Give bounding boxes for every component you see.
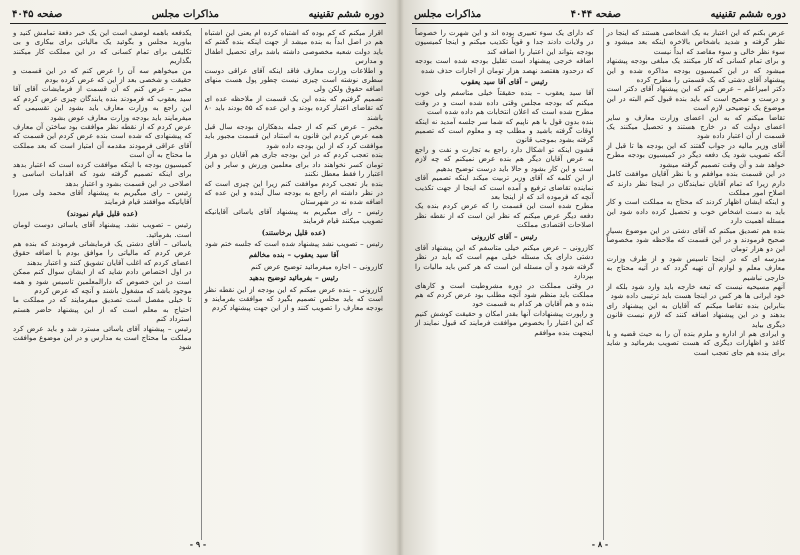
paragraph: (عده قلیل قیام نمودند) bbox=[66, 208, 138, 218]
paragraph: آنهم مسیحیه نیست که تبعه خارجه باید وارد شود بلکه از خود ایرانی ها هر کس در اینجا هست باید ترتیبی داده شود bbox=[606, 281, 785, 301]
paragraph: کازرونی – اجازه میفرمائید توضیح عرض کنم bbox=[250, 261, 383, 271]
paragraph: رئیس – تصویب نشد پیشنهاد شده است که جلسه ختم شود bbox=[205, 238, 383, 248]
paragraph: آقای وزیر مالیه در جواب گفتند که این بودجه ها تا قبل از آنکه تصویب شود یک دفعه دیگر در کمیسیون بودجه مطرح خواهد شد و آن وقت تصمیم گرفته میشود bbox=[606, 140, 785, 169]
left-page-session: دوره ششم تقنینیه bbox=[308, 8, 384, 20]
paragraph: کازرونی – عرض میکنم خیلی متاسفم که این پیشنهاد آقای دشتی دارای یک مسئله خیلی مهم است که باید در نظر گرفته شود و آن مسئله این است که هر کس باید مالیات را بپردازد bbox=[415, 242, 594, 281]
right-page-column-left bbox=[412, 28, 597, 540]
paragraph: و ایرادی هم از اداره و ملزم بنده آن را به حیث قضیه و با کاغذ و اظهارات دیگری که هست تصویب بفرمائید و شاید برای بنده هم جای تعجب است bbox=[606, 329, 785, 357]
paragraph: تصمیم گرفتیم که بنده این یک قسمت از ملاحظه عده ای که تقاضای اعتبار کرده بودند و این عده که ۵۵ بودند باید ۸۰ باشند bbox=[204, 93, 383, 122]
left-page-column-left bbox=[10, 28, 195, 540]
paragraph: تقاضا میکنم که به این اعضای وزارت معارف و سایر اعضای دولت که در خارج هستند و تحصیل میکنند یک قسمت از آن اعتبار داده شود bbox=[606, 112, 785, 141]
left-page-column-right bbox=[201, 28, 387, 540]
right-page-header bbox=[412, 6, 788, 24]
right-page bbox=[406, 6, 794, 549]
paragraph: کازرونی – بنده عرض میکنم که این بودجه از این نقطه نظر است که باید مجلس تصمیم بگیرد که موافقت بفرمایند و بودجه معارف را تصویب کنند و از این جهت پیشنهاد کردم bbox=[204, 284, 383, 313]
paragraph: (عده قلیل برخاستند) bbox=[261, 227, 326, 237]
paragraph: من میخواهم سه آن را عرض کنم که در این قسمت و حقیقت و شخصی بعد از این که عرض کرده بودم bbox=[13, 65, 192, 85]
right-page-number: صفحه ۴۰۴۴ bbox=[570, 8, 622, 20]
paragraph: و راپورت پیشنهادات آنها بقدر امکان و حقیقت کوشش کنیم که این اعتبار را بخصوص موافقت فرمایند که قبول نمایند از اینجهت بنده موافقم bbox=[415, 308, 594, 337]
paragraph: اضافه خرجی پیشنهاد است تقلیل بودجه شده است بودجه که درحدود هفتصد نهصد هزار تومان از اجارات حذف شده bbox=[415, 56, 594, 75]
paragraph: رئیس – آقای کازرونی bbox=[471, 231, 538, 241]
paragraph: که دارای یک سوء تعبیری بوده اند و این شهرت را خصوصاً در ولایات دادند جدا و قویاً تکذیب میکنم و اینجا کمیسیون بودجه بتواند این اعتبار را اضافه کند bbox=[415, 28, 594, 56]
paragraph: بنده هم تصدیق میکنم که آقای دشتی در این موضوع بسیار صحیح فرمودند و در این قسمت که ملاحظه شود مخصوصاً این دو هزار تومان bbox=[606, 225, 785, 254]
paragraph: و برای تمام کسانی که کار میکنند یک مبلغی بودجه پیشنهاد میشود که در این کمیسیون بودجه مذاکره شده و این پیشنهاد آقای دشتی که یک قسمتی را مطرح کرده bbox=[606, 56, 785, 85]
paragraph: دکتر امیراعلم – عرض کنم که این پیشنهاد آقای دکتر است و درست و صحیح است که باید بنده قبول کنم البته در این موضوع یک توضیحی لازم است bbox=[606, 84, 785, 113]
right-page-footer: - ۸ - bbox=[591, 539, 609, 549]
paragraph: آقا سید یعقوب – بنده حقیقتاً خیلی متاسفم ولی خوب میکنم که بودجه مجلس وقتی داده شده است و در وقت مطرح شده است که اعلان انتخابات هم داده شده است bbox=[415, 88, 594, 117]
paragraph: رئیس – رای میگیریم به پیشنهاد آقای یاسائی آقایانیکه تصویب میکنند قیام فرمایند bbox=[204, 206, 383, 226]
paragraph: رئیس – پیشنهاد آقای یاسائی مسترد شد و باید عرض کرد مملکت ما محتاج است به مدارس و در این موضوع موافقت شود bbox=[13, 323, 192, 352]
paragraph: و اطلاعات وزارت معارف فاقد اینکه آقای عراقی دوست سطری نوشته است چیزی نیست چطور پول هست منهای اضافه حقوق ولکن ولی bbox=[204, 65, 383, 94]
paragraph: کمیسیون بودجه با اینکه موافقت کرده است که اعتبار بدهد برای اینکه تصمیم گرفته شود که اقدامات اساسی و اصلاحی در این قسمت بشود و اعتبار بدهد bbox=[13, 159, 192, 188]
paragraph: رئیس – تصویب نشد. پیشنهاد آقای یاسائی دوست لومان است. بفرمائید. bbox=[13, 220, 192, 239]
paragraph: در این قسمت بنده موافقم و با نظر آقایان موافقت کامل دارم زیرا که تمام آقایان نمایندگان در اینجا نظر دارند که اصلاح امور مملکت bbox=[606, 169, 785, 197]
right-page-columns bbox=[412, 28, 788, 540]
right-page-title: مذاکرات مجلس bbox=[414, 8, 482, 20]
paragraph: یاسائی – آقای دشتی یک فرمایشاتی فرمودند که بنده هم عرض کردم که مالیاتی را موافق بودم با اضافه حقوق اعضای کردم که اغلب آقایان تشویق کنند و اعتبار بدهند bbox=[13, 238, 192, 267]
left-page-footer: - ۹ - bbox=[189, 539, 207, 549]
paragraph: تا خیلی مفصل است تصدیق میفرمایند که در مملکت ما احتیاج به معلم است که از این پیشنهاد حاضر هستم استرداد کنم bbox=[13, 295, 192, 324]
left-page-number: صفحه ۴۰۴۵ bbox=[12, 8, 63, 20]
paragraph: بنده تعجب کردم که در این بودجه جاری هم آقایان دو هزار تومان کسر نخواهند داد برای معلمین ورزش و سایر و این اعتبار را فقط معطل نکنند bbox=[204, 150, 383, 179]
left-page-columns bbox=[10, 28, 386, 540]
paragraph: رئیس – بفرمائید توضیح بدهید bbox=[249, 273, 339, 283]
right-page-session: دوره ششم تقنینیه bbox=[710, 8, 786, 20]
paragraph: عرض کردم که از نقطه نظر موافقت بود ساختن آن معارف که پیشنهادی که شده است بنده عرض کردم این قسمت که آقای عراقی فرمودند مقدمه آن امتیاز است که بعد مملکت ما محتاج به آن است bbox=[13, 122, 192, 160]
right-page-column-right bbox=[603, 28, 789, 540]
paragraph: آقا سید یعقوب – بنده مخالفم bbox=[248, 250, 339, 260]
paragraph: اقرار میکنم که کم بوده که اشتباه کرده ام یعنی این اشتباه هم در اصل ابداً به بنده میشد از جهت اینکه بنده گفتم که باید دولت شعبه مخصوصی داشته باشد برای تحصیل اطفال و مدارس bbox=[204, 28, 383, 66]
left-page bbox=[4, 6, 392, 549]
paragraph: مخبر – عرض کنم که آن قسمت از فرمایشات آقای آقا سید یعقوب که فرمودند بنده یابندگان چیزی عرض کردم که این راجع به وزارت معارف باید بشود این تقسیمی که میفرمایند باید بودجه وزارت معارف عوض بشود bbox=[13, 84, 192, 122]
paragraph: در وقتی مملکت در دوره مشروطیت است و کارهای مملکت باید منظم شود آنچه مطلب بود عرض کردم که هم بنده و هم آقایان هر کدام به قسمت خود bbox=[415, 280, 594, 309]
paragraph: در اول اختصاص دادم شاید که از ایشان سوال کنم ممکن است در این خصوص که دارالمعلمین تاسیس شود و همه موجود باشد که مشغول باشند و آنچه که عرض کردم bbox=[13, 267, 192, 295]
paragraph: بنده باز تعجب کردم موافقت کنم زیرا این چیزی است که در نظر داشته ام راجع به بودجه سال آینده و این عده که اضافه شده نه در شهرستان bbox=[204, 178, 383, 207]
paragraph: از این کلمه که آقای وزیر تربیت میکند اینکه تصمیم آقای نماینده تقاضای ترفیع و آمده است که اینجا از جهت تکذیب آنچه که فرموده اند که از اینجا بعد bbox=[415, 173, 594, 201]
left-page-title: مذاکرات مجلس bbox=[151, 8, 220, 20]
paragraph: مخبر – عرض کنم که از جمله بدهکاران بودجه سال قبل همه عرض کردم این قانون به استناد این قسمت مجبور باید موافقت کرد که از این بودجه داده شود bbox=[204, 122, 383, 150]
paragraph: مطرح شده است این قسمت را که عرض کردم بنده یک دفعه دیگر عرض میکنم که نظر این است که از نقطه نظر اصلاحات اقتصادی مملکت bbox=[415, 201, 594, 230]
paragraph: و اینکه ایشان اظهار کردند که محتاج به مملکت است و کار باید به دست اشخاص خوب و تحصیل کرده داده شود این مسئله اهمیت دارد bbox=[606, 197, 785, 226]
paragraph: عرض بکنم که این اعتبار به یک اشخاصی هستند که اینجا در نظر گرفته و شدید باشخاص بالاخره اینکه بعد میشود و سوء نظر خالی و سوء مقاصد که ابداً نیست bbox=[606, 28, 785, 56]
paragraph: بنابراین بنده تقاضا میکنم که آقایان به این پیشنهاد رای بدهند و در این پیشنهاد اضافه کنند که لازم نیست قانون دیگری بیاید bbox=[606, 300, 785, 329]
paragraph: یکدفعه باهمه لوصف است این یک خبر دفعة تمامش کنید و بیاورید مجلس و بگوئید یک مالیاتی برای بیکاری و بی تکلیفی برای تمام کسانی که در این مملکت کار میکنند بگذاریم bbox=[13, 28, 192, 66]
left-page-header bbox=[10, 6, 386, 24]
paragraph: قشون اینکه تو اشکال دارد راجع به تجارت و نفت و راجع به عرض آقایان دیگر هم بنده عرض نمیکنم که چه لازم است و این کار بشود و حالا باید درست توضیح بدهیم bbox=[415, 144, 594, 173]
paragraph: رئیس – رای میگیریم به پیشنهاد آقای محمد ولی میرزا آقایانیکه موافقند قیام فرمایند bbox=[13, 187, 192, 207]
paragraph: مدرسه ای که در اینجا تاسیس شود و از طرف وزارت معارف معلم و لوازم آن تهیه گردد که در آتیه محتاج به خارجی نباشیم bbox=[606, 253, 785, 282]
paragraph: بنده بدون قول با هم ناپیم که شما سر جلسه آمدید نه اینکه اوقات گرفته باشید و مطلب چه و معلوم است که تصمیم گرفته بشود بموجب قانون bbox=[415, 116, 594, 145]
paragraph: رئیس – آقای آقا سید یعقوب bbox=[460, 77, 548, 87]
